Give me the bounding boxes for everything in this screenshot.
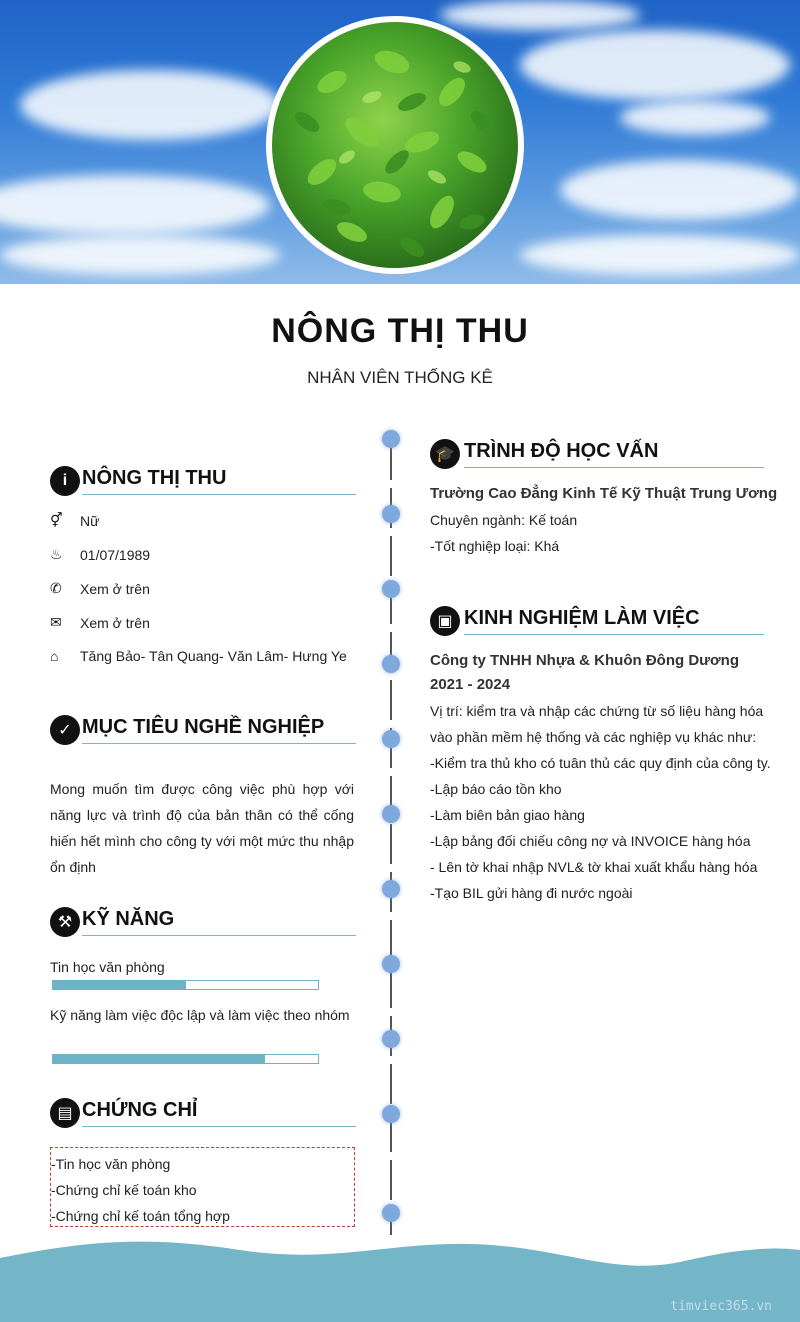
home-icon: ⌂: [50, 648, 59, 664]
phone-value: Xem ở trên: [80, 580, 150, 597]
cloud-shape: [20, 70, 280, 140]
company-name: Công ty TNHH Nhựa & Khuôn Đông Dương: [430, 652, 740, 669]
candidate-name: NÔNG THỊ THU: [271, 312, 529, 350]
timeline-dot: [382, 805, 400, 823]
certificates-heading: ▤ CHỨNG CHỈ: [50, 1098, 356, 1128]
phone-icon: ✆: [50, 580, 62, 596]
timeline-dot: [382, 1105, 400, 1123]
graduation-cap-icon: 🎓: [430, 439, 460, 469]
tea-leaves-image: [272, 22, 518, 268]
experience-line: -Lập báo cáo tồn kho: [430, 781, 562, 797]
certificates-list: [50, 1147, 355, 1227]
cloud-shape: [520, 30, 790, 100]
school-name: Trường Cao Đẳng Kinh Tế Kỹ Thuật Trung Ương: [430, 485, 778, 502]
objective-heading: ✓ MỤC TIÊU NGHỀ NGHIỆP: [50, 715, 356, 745]
experience-heading: ▣ KINH NGHIỆM LÀM VIỆC: [430, 606, 764, 636]
email-icon: ✉: [50, 614, 62, 630]
skill-name: Tin học văn phòng: [50, 959, 165, 975]
work-period: 2021 - 2024: [430, 676, 511, 693]
gender-value: Nữ: [80, 512, 100, 529]
timeline-dot: [382, 1030, 400, 1048]
address-value: Tăng Bảo- Tân Quang- Văn Lâm- Hưng Ye: [80, 648, 347, 664]
birthday-value: 01/07/1989: [80, 546, 151, 563]
gender-icon: ⚥: [50, 512, 63, 528]
timeline-dot: [382, 955, 400, 973]
phone-row: [50, 580, 150, 597]
header-banner: [0, 0, 800, 284]
objective-text: Mong muốn tìm được công việc phù hợp với năng lực và trình độ của bản thân có thể cống hiến hết mình cho công ty với một mức thu nhập ổn định: [50, 781, 354, 875]
avatar: [272, 22, 518, 268]
certificate-item: -Tin học văn phòng: [51, 1156, 171, 1172]
cloud-shape: [620, 100, 770, 135]
watermark: timviec365.vn: [670, 1299, 772, 1314]
timeline-dot: [382, 505, 400, 523]
experience-line: -Kiểm tra thủ kho có tuân thủ các quy định của công ty.: [430, 755, 771, 771]
skill-level-fill: [53, 1055, 265, 1063]
cloud-shape: [560, 160, 800, 220]
certificate-item: -Chứng chỉ kế toán kho: [51, 1182, 197, 1198]
experience-line: -Tạo BIL gửi hàng đi nước ngoài: [430, 885, 633, 901]
email-value: Xem ở trên: [80, 614, 150, 631]
skill-level-fill: [53, 981, 186, 989]
experience-line: -Làm biên bản giao hàng: [430, 807, 585, 823]
cloud-shape: [440, 0, 640, 30]
experience-line: vào phần mềm hệ thống và các nghiệp vụ khác như:: [430, 729, 757, 745]
check-icon: ✓: [50, 715, 80, 745]
timeline-dot: [382, 1204, 400, 1222]
education-line: -Tốt nghiệp loại: Khá: [430, 538, 560, 554]
birthday-row: [50, 546, 150, 563]
experience-line: Vị trí: kiểm tra và nhập các chứng từ số liệu hàng hóa: [430, 703, 764, 719]
experience-line: -Lập bảng đối chiếu công nợ và INVOICE hàng hóa: [430, 833, 751, 849]
education-line: Chuyên ngành: Kế toán: [430, 512, 578, 528]
timeline-dot: [382, 730, 400, 748]
birthday-cake-icon: ♨: [50, 546, 63, 562]
skills-heading: ⚒ KỸ NĂNG: [50, 907, 356, 937]
cloud-shape: [0, 175, 270, 235]
job-title: NHÂN VIÊN THỐNG KÊ: [307, 368, 493, 387]
wrench-icon: ⚒: [50, 907, 80, 937]
avatar-frame: [266, 16, 524, 274]
address-row: [50, 648, 347, 664]
timeline-dot: [382, 880, 400, 898]
cloud-shape: [0, 235, 280, 275]
skill-level-bar: [52, 1054, 319, 1064]
cloud-shape: [520, 235, 800, 275]
skill-name: Kỹ năng làm việc độc lập và làm việc theo nhóm: [50, 1007, 350, 1023]
timeline-dot: [382, 655, 400, 673]
education-heading: 🎓 TRÌNH ĐỘ HỌC VẤN: [430, 439, 764, 469]
timeline-dot: [382, 430, 400, 448]
timeline-dot: [382, 580, 400, 598]
certificate-icon: ▤: [50, 1098, 80, 1128]
skill-level-bar: [52, 980, 319, 990]
gender-row: [50, 512, 99, 529]
email-row: [50, 614, 150, 631]
info-icon: i: [50, 466, 80, 496]
briefcase-icon: ▣: [430, 606, 460, 636]
personal-info-heading: i NÔNG THỊ THU: [50, 466, 356, 496]
experience-line: - Lên tờ khai nhập NVL& tờ khai xuất khẩu hàng hóa: [430, 859, 758, 875]
certificate-item: -Chứng chỉ kế toán tổng hợp: [51, 1208, 230, 1224]
